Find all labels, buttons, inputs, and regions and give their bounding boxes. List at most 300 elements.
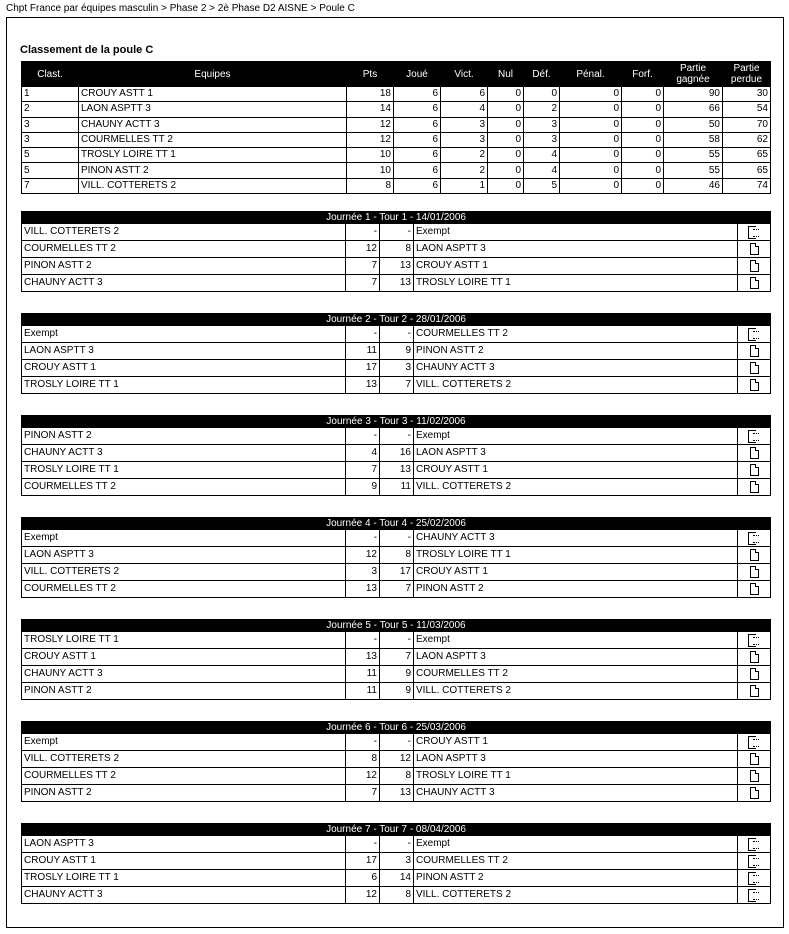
home-team-cell[interactable]: COURMELLES TT 2 (22, 241, 346, 258)
home-team-cell[interactable]: CHAUNY ACTT 3 (22, 445, 346, 462)
away-score-cell: 13 (380, 275, 414, 292)
standings-cell: 4 (441, 102, 488, 117)
match-sheet-cell[interactable] (738, 360, 771, 377)
standings-cell: 0 (622, 132, 664, 147)
match-sheet-cell[interactable] (738, 666, 771, 683)
match-sheet-cell[interactable] (738, 581, 771, 598)
home-score-cell: 3 (346, 564, 380, 581)
standings-table (21, 61, 771, 194)
match-row (22, 445, 771, 462)
standings-header-cell: Joué (394, 62, 441, 87)
home-score-cell: 17 (346, 360, 380, 377)
away-score-cell: 8 (380, 768, 414, 785)
away-team-cell[interactable]: CHAUNY ACTT 3 (414, 360, 738, 377)
home-team-cell[interactable]: PINON ASTT 2 (22, 258, 346, 275)
match-row (22, 343, 771, 360)
home-team-cell[interactable]: VILL. COTTERETS 2 (22, 751, 346, 768)
standings-header-cell: Déf. (524, 62, 560, 87)
home-score-cell: 7 (346, 258, 380, 275)
standings-cell: 8 (347, 178, 394, 193)
document-icon[interactable] (750, 345, 759, 357)
home-team-cell[interactable]: TROSLY LOIRE TT 1 (22, 632, 346, 649)
document-icon[interactable] (750, 549, 759, 561)
away-team-cell[interactable]: CHAUNY ACTT 3 (414, 530, 738, 547)
round-table (21, 823, 771, 904)
standings-cell: 14 (347, 102, 394, 117)
round-title: Journée 3 - Tour 3 - 11/02/2006 (22, 416, 771, 428)
match-row (22, 666, 771, 683)
standings-cell: 65 (723, 163, 771, 178)
document-icon[interactable] (750, 464, 759, 476)
standings-row (22, 178, 771, 193)
standings-row (22, 87, 771, 102)
match-row (22, 853, 771, 870)
match-row (22, 377, 771, 394)
standings-cell: 6 (394, 163, 441, 178)
document-icon[interactable] (750, 668, 759, 680)
away-score-cell: 3 (380, 360, 414, 377)
home-team-cell[interactable]: PINON ASTT 2 (22, 683, 346, 700)
match-row (22, 326, 771, 343)
match-sheet-cell[interactable] (738, 649, 771, 666)
home-score-cell: 12 (346, 547, 380, 564)
match-row (22, 836, 771, 853)
round-table (21, 415, 771, 496)
sheet-icon[interactable] (748, 736, 760, 748)
home-score-cell: - (346, 326, 380, 343)
match-sheet-cell[interactable] (738, 734, 771, 751)
standings-cell: 0 (622, 178, 664, 193)
match-sheet-cell[interactable] (738, 275, 771, 292)
away-team-cell[interactable]: LAON ASPTT 3 (414, 445, 738, 462)
match-sheet-cell[interactable] (738, 853, 771, 870)
standings-cell: 50 (664, 117, 723, 132)
home-score-cell: 13 (346, 377, 380, 394)
standings-cell: 7 (22, 178, 79, 193)
standings-cell: 0 (560, 163, 622, 178)
match-sheet-cell[interactable] (738, 377, 771, 394)
standings-cell: 18 (347, 87, 394, 102)
document-icon[interactable] (750, 753, 759, 765)
away-team-cell[interactable]: TROSLY LOIRE TT 1 (414, 275, 738, 292)
document-icon[interactable] (750, 685, 759, 697)
match-sheet-cell[interactable] (738, 751, 771, 768)
standings-cell: 5 (22, 148, 79, 163)
match-sheet-cell[interactable] (738, 768, 771, 785)
round-table (21, 313, 771, 394)
round-table (21, 211, 771, 292)
away-score-cell: 7 (380, 377, 414, 394)
match-row (22, 224, 771, 241)
match-row (22, 632, 771, 649)
away-score-cell: - (380, 734, 414, 751)
match-row (22, 870, 771, 887)
standings-cell: 0 (560, 87, 622, 102)
standings-cell: 2 (22, 102, 79, 117)
home-score-cell: 12 (346, 241, 380, 258)
document-icon[interactable] (750, 481, 759, 493)
home-score-cell: 7 (346, 785, 380, 802)
away-team-cell[interactable]: CROUY ASTT 1 (414, 564, 738, 581)
away-team-cell[interactable]: Exempt (414, 428, 738, 445)
standings-cell: 55 (664, 148, 723, 163)
standings-cell: 0 (622, 117, 664, 132)
team-name-cell[interactable]: CROUY ASTT 1 (79, 87, 347, 102)
away-score-cell: 11 (380, 479, 414, 496)
home-score-cell: 11 (346, 666, 380, 683)
away-score-cell: - (380, 632, 414, 649)
standings-cell: 90 (664, 87, 723, 102)
home-team-cell[interactable]: PINON ASTT 2 (22, 785, 346, 802)
away-team-cell[interactable]: COURMELLES TT 2 (414, 853, 738, 870)
sheet-icon[interactable] (748, 872, 760, 884)
standings-cell: 54 (723, 102, 771, 117)
standings-header-cell: Forf. (622, 62, 664, 87)
match-sheet-cell[interactable] (738, 564, 771, 581)
round-table (21, 517, 771, 598)
match-row (22, 768, 771, 785)
home-score-cell: 6 (346, 870, 380, 887)
home-team-cell[interactable]: TROSLY LOIRE TT 1 (22, 462, 346, 479)
standings-cell: 0 (524, 87, 560, 102)
round-title: Journée 5 - Tour 5 - 11/03/2006 (22, 620, 771, 632)
away-team-cell[interactable]: COURMELLES TT 2 (414, 666, 738, 683)
standings-cell: 0 (622, 102, 664, 117)
standings-header-cell: Pénal. (560, 62, 622, 87)
away-score-cell: 12 (380, 751, 414, 768)
standings-cell: 3 (441, 132, 488, 147)
match-sheet-cell[interactable] (738, 343, 771, 360)
away-team-cell[interactable]: PINON ASTT 2 (414, 870, 738, 887)
match-sheet-cell[interactable] (738, 479, 771, 496)
document-icon[interactable] (750, 651, 759, 663)
standings-cell: 0 (488, 132, 524, 147)
sheet-icon[interactable] (748, 328, 760, 340)
standings-cell: 5 (22, 163, 79, 178)
home-team-cell[interactable]: CHAUNY ACTT 3 (22, 275, 346, 292)
document-icon[interactable] (750, 447, 759, 459)
document-icon[interactable] (750, 770, 759, 782)
away-score-cell: 13 (380, 785, 414, 802)
match-sheet-cell[interactable] (738, 870, 771, 887)
standings-cell: 4 (524, 148, 560, 163)
round-title: Journée 1 - Tour 1 - 14/01/2006 (22, 212, 771, 224)
standings-cell: 62 (723, 132, 771, 147)
home-team-cell[interactable]: CROUY ASTT 1 (22, 853, 346, 870)
away-team-cell[interactable]: CHAUNY ACTT 3 (414, 785, 738, 802)
match-row (22, 581, 771, 598)
sheet-icon[interactable] (748, 855, 760, 867)
standings-cell: 12 (347, 117, 394, 132)
standings-cell: 2 (441, 148, 488, 163)
document-icon[interactable] (750, 583, 759, 595)
away-team-cell[interactable]: VILL. COTTERETS 2 (414, 887, 738, 904)
away-team-cell[interactable]: Exempt (414, 836, 738, 853)
match-sheet-cell[interactable] (738, 683, 771, 700)
home-team-cell[interactable]: LAON ASPTT 3 (22, 836, 346, 853)
match-sheet-cell[interactable] (738, 258, 771, 275)
standings-cell: 0 (488, 102, 524, 117)
home-team-cell[interactable]: LAON ASPTT 3 (22, 343, 346, 360)
away-score-cell: 17 (380, 564, 414, 581)
away-score-cell: 13 (380, 462, 414, 479)
home-team-cell[interactable]: CHAUNY ACTT 3 (22, 666, 346, 683)
match-sheet-cell[interactable] (738, 428, 771, 445)
standings-header-cell: Partie gagnée (664, 62, 723, 87)
breadcrumb[interactable]: Chpt France par équipes masculin > Phase 2 > 2è Phase D2 AISNE > Poule C (6, 3, 355, 14)
home-team-cell[interactable]: Exempt (22, 530, 346, 547)
standings-cell: 0 (560, 178, 622, 193)
away-score-cell: 7 (380, 649, 414, 666)
standings-cell: 46 (664, 178, 723, 193)
away-team-cell[interactable]: VILL. COTTERETS 2 (414, 377, 738, 394)
standings-cell: 2 (441, 163, 488, 178)
standings-cell: 0 (488, 163, 524, 178)
document-icon[interactable] (750, 277, 759, 289)
away-score-cell: - (380, 428, 414, 445)
away-team-cell[interactable]: LAON ASPTT 3 (414, 241, 738, 258)
match-row (22, 360, 771, 377)
home-team-cell[interactable]: COURMELLES TT 2 (22, 479, 346, 496)
home-team-cell[interactable]: COURMELLES TT 2 (22, 581, 346, 598)
home-score-cell: - (346, 632, 380, 649)
away-score-cell: 9 (380, 683, 414, 700)
standings-cell: 3 (441, 117, 488, 132)
standings-cell: 6 (394, 117, 441, 132)
round-title: Journée 2 - Tour 2 - 28/01/2006 (22, 314, 771, 326)
team-name-cell[interactable]: LAON ASPTT 3 (79, 102, 347, 117)
standings-cell: 0 (560, 132, 622, 147)
round-title: Journée 7 - Tour 7 - 08/04/2006 (22, 824, 771, 836)
standings-row (22, 117, 771, 132)
match-sheet-cell[interactable] (738, 887, 771, 904)
standings-cell: 0 (560, 117, 622, 132)
standings-header-cell: Nul (488, 62, 524, 87)
standings-cell: 65 (723, 148, 771, 163)
document-icon[interactable] (750, 243, 759, 255)
home-team-cell[interactable]: COURMELLES TT 2 (22, 768, 346, 785)
document-icon[interactable] (750, 379, 759, 391)
home-score-cell: 7 (346, 462, 380, 479)
match-sheet-cell[interactable] (738, 530, 771, 547)
home-team-cell[interactable]: TROSLY LOIRE TT 1 (22, 377, 346, 394)
match-row (22, 241, 771, 258)
standings-cell: 10 (347, 148, 394, 163)
match-sheet-cell[interactable] (738, 547, 771, 564)
standings-cell: 12 (347, 132, 394, 147)
home-team-cell[interactable]: PINON ASTT 2 (22, 428, 346, 445)
match-row (22, 258, 771, 275)
standings-cell: 3 (22, 132, 79, 147)
round-table (21, 721, 771, 802)
away-score-cell: 9 (380, 666, 414, 683)
home-score-cell: - (346, 734, 380, 751)
away-score-cell: 7 (380, 581, 414, 598)
match-row (22, 683, 771, 700)
team-name-cell[interactable]: CHAUNY ACTT 3 (79, 117, 347, 132)
sheet-icon[interactable] (748, 532, 760, 544)
away-team-cell[interactable]: COURMELLES TT 2 (414, 326, 738, 343)
standings-cell: 1 (22, 87, 79, 102)
away-score-cell: 8 (380, 547, 414, 564)
away-team-cell[interactable]: Exempt (414, 632, 738, 649)
match-row (22, 785, 771, 802)
standings-cell: 70 (723, 117, 771, 132)
standings-cell: 0 (488, 178, 524, 193)
standings-cell: 55 (664, 163, 723, 178)
home-team-cell[interactable]: Exempt (22, 326, 346, 343)
standings-cell: 4 (524, 163, 560, 178)
match-sheet-cell[interactable] (738, 326, 771, 343)
match-sheet-cell[interactable] (738, 241, 771, 258)
home-team-cell[interactable]: CROUY ASTT 1 (22, 649, 346, 666)
match-row (22, 428, 771, 445)
home-score-cell: 8 (346, 751, 380, 768)
away-score-cell: 14 (380, 870, 414, 887)
standings-cell: 1 (441, 178, 488, 193)
home-team-cell[interactable]: CROUY ASTT 1 (22, 360, 346, 377)
match-sheet-cell[interactable] (738, 836, 771, 853)
standings-cell: 6 (394, 178, 441, 193)
match-row (22, 734, 771, 751)
round-title: Journée 4 - Tour 4 - 25/02/2006 (22, 518, 771, 530)
match-sheet-cell[interactable] (738, 462, 771, 479)
team-name-cell[interactable]: TROSLY LOIRE TT 1 (79, 148, 347, 163)
home-team-cell[interactable]: VILL. COTTERETS 2 (22, 224, 346, 241)
home-score-cell: 11 (346, 343, 380, 360)
match-sheet-cell[interactable] (738, 224, 771, 241)
away-score-cell: 3 (380, 853, 414, 870)
sheet-icon[interactable] (748, 889, 760, 901)
home-team-cell[interactable]: Exempt (22, 734, 346, 751)
home-score-cell: 13 (346, 581, 380, 598)
standings-cell: 74 (723, 178, 771, 193)
match-row (22, 530, 771, 547)
home-score-cell: - (346, 530, 380, 547)
match-row (22, 547, 771, 564)
standings-cell: 0 (488, 117, 524, 132)
match-row (22, 751, 771, 768)
sheet-icon[interactable] (748, 226, 760, 238)
home-score-cell: - (346, 836, 380, 853)
away-score-cell: 16 (380, 445, 414, 462)
standings-header-cell: Vict. (441, 62, 488, 87)
standings-row (22, 148, 771, 163)
home-score-cell: 17 (346, 853, 380, 870)
standings-header-cell: Pts (347, 62, 394, 87)
match-row (22, 564, 771, 581)
away-team-cell[interactable]: TROSLY LOIRE TT 1 (414, 768, 738, 785)
standings-cell: 6 (394, 148, 441, 163)
standings-cell: 2 (524, 102, 560, 117)
away-team-cell[interactable]: VILL. COTTERETS 2 (414, 479, 738, 496)
standings-cell: 0 (560, 102, 622, 117)
team-name-cell[interactable]: COURMELLES TT 2 (79, 132, 347, 147)
match-row (22, 462, 771, 479)
away-score-cell: 8 (380, 887, 414, 904)
away-team-cell[interactable]: CROUY ASTT 1 (414, 258, 738, 275)
match-row (22, 887, 771, 904)
document-icon[interactable] (750, 362, 759, 374)
home-score-cell: - (346, 224, 380, 241)
standings-cell: 6 (394, 102, 441, 117)
team-name-cell[interactable]: VILL. COTTERETS 2 (79, 178, 347, 193)
standings-cell: 0 (560, 148, 622, 163)
home-score-cell: 9 (346, 479, 380, 496)
standings-row (22, 132, 771, 147)
home-team-cell[interactable]: VILL. COTTERETS 2 (22, 564, 346, 581)
standings-header-cell: Partie perdue (723, 62, 771, 87)
away-score-cell: - (380, 326, 414, 343)
standings-header-cell: Equipes (79, 62, 347, 87)
sheet-icon[interactable] (748, 430, 760, 442)
away-score-cell: 13 (380, 258, 414, 275)
home-team-cell[interactable]: LAON ASPTT 3 (22, 547, 346, 564)
away-team-cell[interactable]: CROUY ASTT 1 (414, 734, 738, 751)
standings-cell: 6 (394, 87, 441, 102)
home-score-cell: 4 (346, 445, 380, 462)
team-name-cell[interactable]: PINON ASTT 2 (79, 163, 347, 178)
standings-row (22, 102, 771, 117)
away-team-cell[interactable]: PINON ASTT 2 (414, 343, 738, 360)
standings-cell: 0 (622, 87, 664, 102)
match-sheet-cell[interactable] (738, 445, 771, 462)
standings-cell: 0 (488, 148, 524, 163)
match-row (22, 649, 771, 666)
match-sheet-cell[interactable] (738, 785, 771, 802)
standings-cell: 3 (524, 132, 560, 147)
away-team-cell[interactable]: CROUY ASTT 1 (414, 462, 738, 479)
away-team-cell[interactable]: Exempt (414, 224, 738, 241)
standings-cell: 0 (622, 148, 664, 163)
away-team-cell[interactable]: LAON ASPTT 3 (414, 649, 738, 666)
standings-cell: 3 (22, 117, 79, 132)
standings-cell: 10 (347, 163, 394, 178)
home-team-cell[interactable]: TROSLY LOIRE TT 1 (22, 870, 346, 887)
document-icon[interactable] (750, 566, 759, 578)
standings-cell: 66 (664, 102, 723, 117)
away-team-cell[interactable]: TROSLY LOIRE TT 1 (414, 547, 738, 564)
standings-cell: 6 (394, 132, 441, 147)
away-score-cell: 9 (380, 343, 414, 360)
sheet-icon[interactable] (748, 634, 760, 646)
round-table (21, 619, 771, 700)
away-team-cell[interactable]: LAON ASPTT 3 (414, 751, 738, 768)
section-title: Classement de la poule C (20, 44, 154, 56)
standings-cell: 3 (524, 117, 560, 132)
match-row (22, 479, 771, 496)
standings-header-cell: Clast. (22, 62, 79, 87)
home-score-cell: - (346, 428, 380, 445)
match-row (22, 275, 771, 292)
away-team-cell[interactable]: VILL. COTTERETS 2 (414, 683, 738, 700)
match-sheet-cell[interactable] (738, 632, 771, 649)
away-team-cell[interactable]: PINON ASTT 2 (414, 581, 738, 598)
standings-row (22, 163, 771, 178)
away-score-cell: - (380, 224, 414, 241)
document-icon[interactable] (750, 260, 759, 272)
sheet-icon[interactable] (748, 838, 760, 850)
home-score-cell: 12 (346, 887, 380, 904)
standings-cell: 0 (622, 163, 664, 178)
home-score-cell: 12 (346, 768, 380, 785)
document-icon[interactable] (750, 787, 759, 799)
home-team-cell[interactable]: CHAUNY ACTT 3 (22, 887, 346, 904)
standings-cell: 6 (441, 87, 488, 102)
standings-header-row (22, 62, 771, 87)
away-score-cell: - (380, 836, 414, 853)
away-score-cell: - (380, 530, 414, 547)
